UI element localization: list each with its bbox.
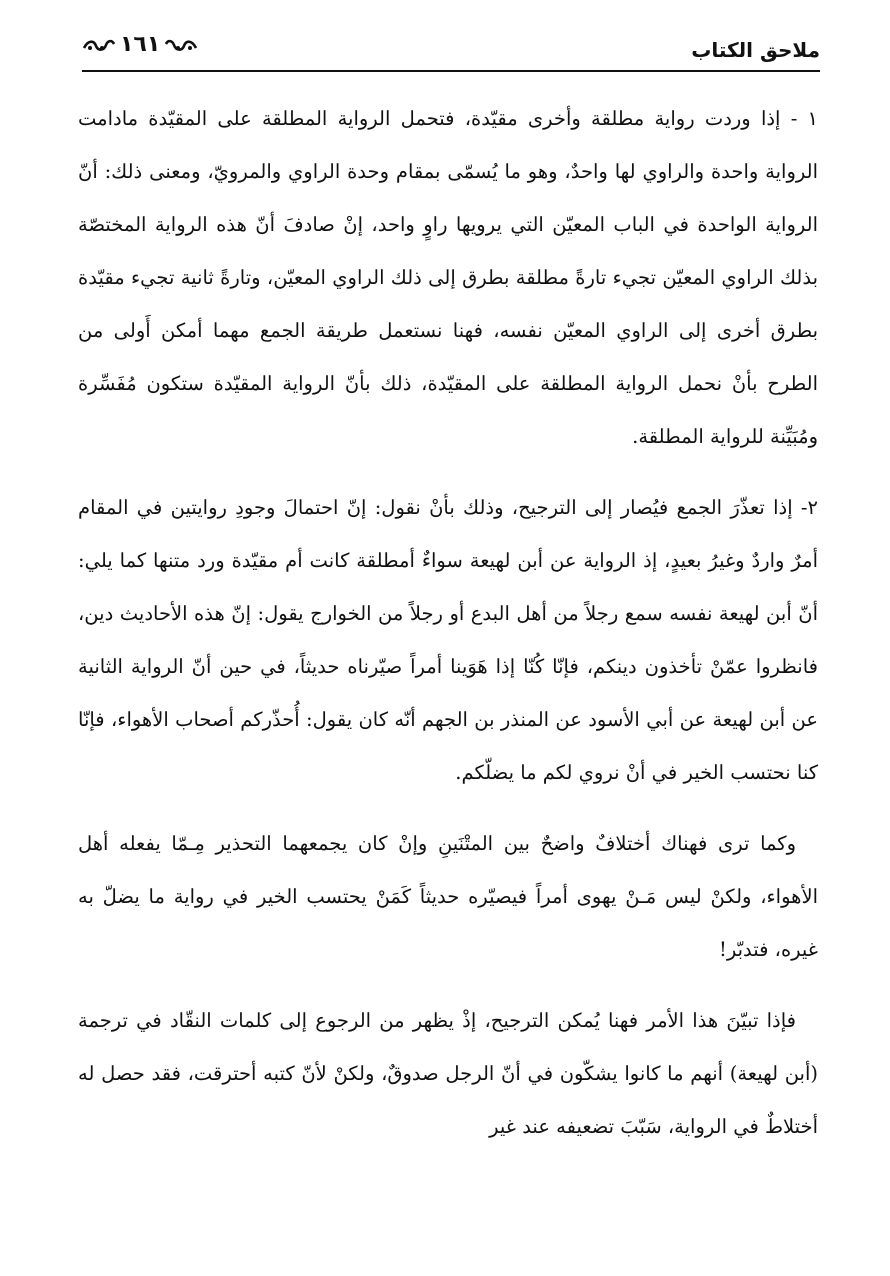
page-number-ornament (82, 34, 198, 56)
running-header (82, 28, 820, 68)
body-text (78, 92, 818, 1171)
page-number: ١٦١ (120, 32, 161, 57)
running-header-title: ملاحق الكتاب (691, 38, 820, 62)
paragraph-2: ٢- إذا تعذّرَ الجمع فيُصار إلى الترجيح، وذلك بأنْ نقول: إنّ احتمالَ وجودِ روايتين في المقام أمرٌ واردٌ وغيرُ بعيدٍ، إذ الرواية عن أبن لهيعة سواءٌ أمطلقة كانت أم مقيّدة ورد متنها كما يلي: أنّ أبن لهيعة نفسه سمع رجلاً من أهل البدع أو رجلاً من الخوارج يقول: إنّ هذه الأحاديث دين، فانظروا عمّنْ تأخذون دينكم، فإنّا كُنّا إذا هَوَينا أمراً صيّرناه حديثاً، في حين أنّ الرواية الثانية عن أبن لهيعة عن أبي الأسود عن المنذر بن الجهم أنّه كان يقول: أُحذّركم أصحاب الأهواء، فإنّا كنا نحتسب الخير في أنْ نروي لكم ما يضلّكم. (78, 496, 818, 784)
paragraph-4: فإذا تبيّنَ هذا الأمر فهنا يُمكن الترجيح، إذْ يظهر من الرجوع إلى كلمات النقّاد في ترجمة (أبن لهيعة) أنهم ما كانوا يشكّون في أنّ الرجل صدوقٌ، ولكنْ لأنّ كتبه أحترقت، فقد حصل له أختلاطٌ في الرواية، سَبّبَ تضعيفه عند غير (78, 1009, 818, 1138)
paragraph-3: وكما ترى فهناك أختلافٌ واضحٌ بين المتْنَينِ وإنْ كان يجمعهما التحذير مِـمّا يفعله أهل الأهواء، ولكنْ ليس مَـنْ يهوى أمراً فيصيّره حديثاً كَمَنْ يحتسب الخير في رواية ما يضلّ به غيره، فتدبّر! (78, 832, 818, 961)
right-flourish-icon (164, 36, 198, 54)
paragraph-1: ١ - إذا وردت رواية مطلقة وأخرى مقيّدة، فتحمل الرواية المطلقة على المقيّدة مادامت الرواية واحدة والراوي لها واحدٌ، وهو ما يُسمّى بمقام وحدة الراوي والمرويّ، ومعنى ذلك: أنّ الرواية الواحدة في الباب المعيّن التي يرويها راوٍ واحد، إنْ صادفَ أنّ هذه الرواية المختصّة بذلك الراوي المعيّن تجيء تارةً مطلقة بطرق إلى ذلك الراوي المعيّن، وتارةً ثانية تجيء مقيّدة بطرق أخرى إلى الراوي المعيّن نفسه، فهنا نستعمل طريقة الجمع مهما أمكن أَولى من الطرح بأنْ نحمل الرواية المطلقة على المقيّدة، ذلك بأنّ الرواية المقيّدة ستكون مُفَسِّرة ومُبَيِّنة للرواية المطلقة. (78, 107, 818, 448)
left-flourish-icon (82, 36, 116, 54)
header-divider (82, 70, 820, 72)
